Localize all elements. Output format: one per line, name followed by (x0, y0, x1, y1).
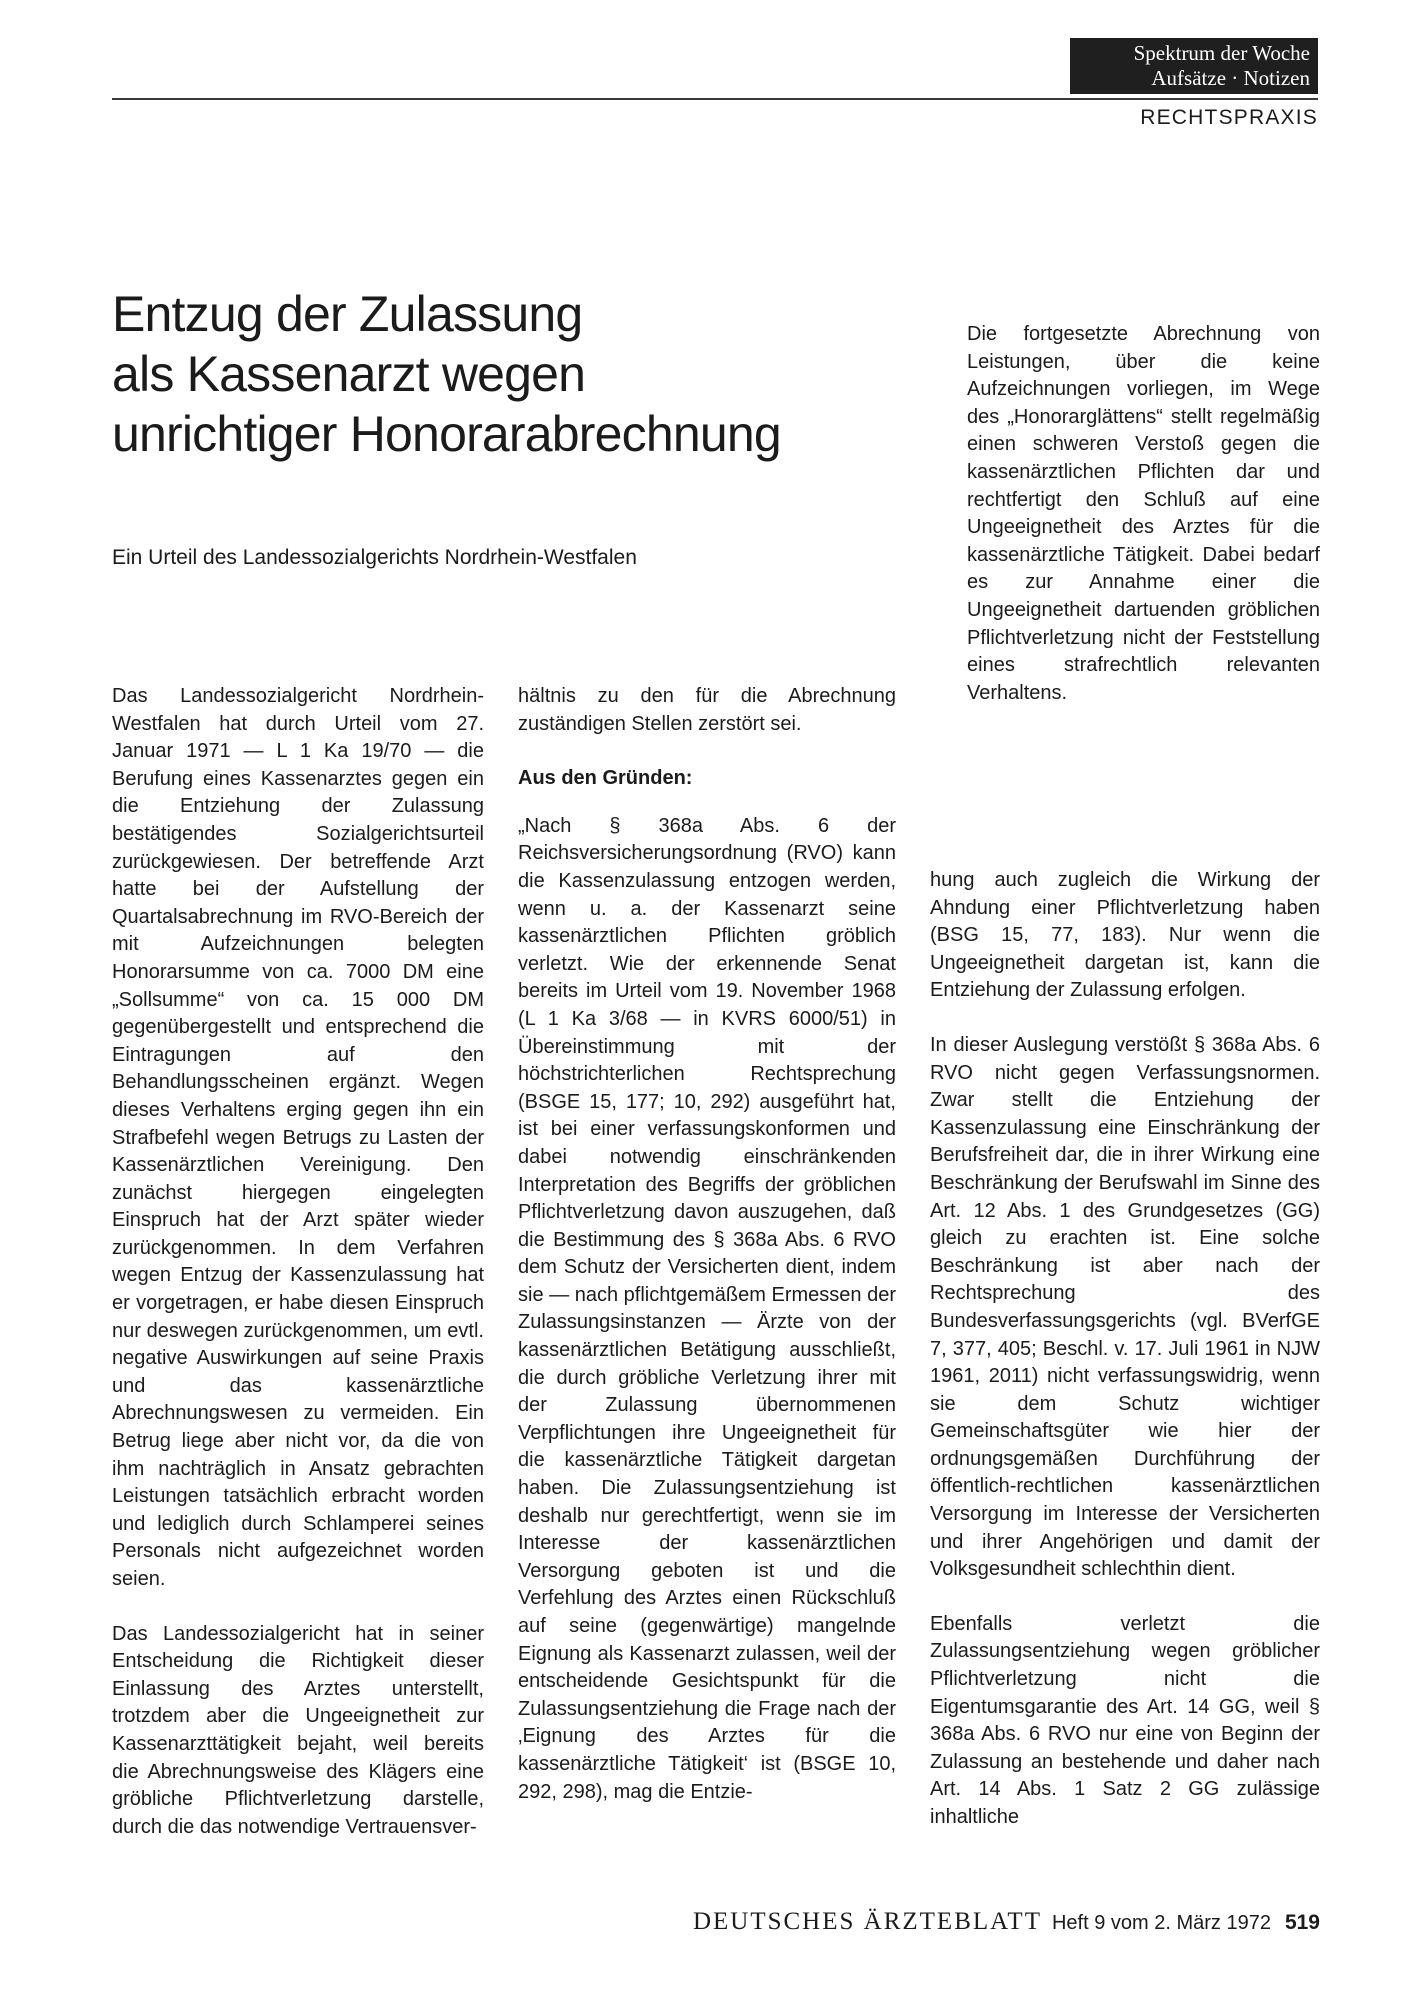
section-badge-line-1: Spektrum der Woche (1133, 41, 1310, 65)
section-badge (1070, 38, 1318, 94)
section-heading: Aus den Gründen: (518, 767, 693, 790)
header-rule (112, 98, 1318, 100)
title-line-2: als Kassenarzt wegen (112, 346, 586, 402)
page-number: 519 (1284, 1911, 1320, 1934)
page-footer (600, 1908, 1320, 1936)
summary-box (967, 321, 1320, 707)
paragraph: Ebenfalls verletzt die Zulassungsentziehung wegen gröblicher Pflichtverletzung nicht die Eigentumsgarantie des Art. 14 GG, weil § 368a Abs. 6 RVO nur eine von Beginn der Zulassung an bestehende und daher nach Art. 14 Abs. 1 Satz 2 GG zulässige inhaltliche (930, 1612, 1320, 1828)
summary-text: Die fortgesetzte Abrechnung von Leistungen, über die keine Aufzeichnungen vorliegen, im Wege des „Honorarglättens“ stellt regelmäßig einen schweren Verstoß gegen die kassenärztlichen Pflichten dar und rechtfertigt den Schluß auf eine Ungeeignetheit des Arztes für die kassenärztliche Tätigkeit. Dabei bedarf es zur Annahme einer die Ungeeignetheit dartuenden gröblichen Pflichtverletzung nicht der Feststellung eines strafrechtlich relevanten Verhaltens. (967, 323, 1320, 704)
article-title (112, 284, 912, 464)
title-line-1: Entzug der Zulassung (112, 286, 583, 342)
title-line-3: unrichtiger Honorarabrechnung (112, 406, 781, 462)
journal-name: DEUTSCHES ÄRZTEBLATT (692, 1908, 1042, 1935)
paragraph: In dieser Auslegung verstößt § 368a Abs. 6 RVO nicht gegen Verfassungsnormen. Zwar stellt die Entziehung der Kassenzulassung eine Einschränkung der Berufsfreiheit dar, die in ihrer Wirkung eine Beschränkung der Berufswahl im Sinne des Art. 12 Abs. 1 des Grundgesetzes (GG) gleich zu erachten ist. Eine solche Beschränkung ist aber nach der Rechtsprechung des Bundesverfassungsgerichts (vgl. BVerfGE 7, 377, 405; Beschl. v. 17. Juli 1961 in NJW 1961, 2011) nicht verfassungswidrig, wenn sie dem Schutz wichtiger Gemeinschaftsgüter wie hier der ordnungsgemäßen Durchführung der öffentlich-rechtlichen kassenärztlichen Versorgung im Interesse der Versicherten und ihrer Angehörigen und damit der Volksgesundheit schlechthin dient. (930, 1033, 1320, 1581)
column-1 (112, 683, 484, 1841)
paragraph: „Nach § 368a Abs. 6 der Reichsversicherungsordnung (RVO) kann die Kassenzulassung entzogen werden, wenn u. a. der Kassenarzt seine kassenärztlichen Pflichten gröblich verletzt. Wie der erkennende Senat bereits im Urteil vom 19. November 1968 (L 1 Ka 3/68 — in KVRS 6000/51) in Übereinstimmung mit der höchstrichterlichen Rechtsprechung (BSGE 15, 177; 10, 292) ausgeführt hat, ist bei einer verfassungskonformen und dabei notwendig einschränkenden Interpretation des Begriffs der gröblichen Pflichtverletzung davon auszugehen, daß die Bestimmung des § 368a Abs. 6 RVO dem Schutz der Versicherten dient, indem sie — nach pflichtgemäßem Ermessen der Zulassungsinstanzen — Ärzte von der kassenärztlichen Betätigung ausschließt, die durch gröbliche Verletzung ihrer mit der Zulassung übernommenen Verpflichtungen ihre Ungeeignetheit für die kassenärztliche Tätigkeit dargetan haben. Die Zulassungsentziehung ist deshalb nur gerechtfertigt, wenn sie im Interesse der kassenärztlichen Versorgung geboten ist und die Verfehlung des Arztes einen Rückschluß auf seine (gegenwärtige) mangelnde Eignung als Kassenarzt zulassen, weil der entscheidende Gesichtspunkt für die Zulassungsentziehung die Frage nach der ‚Eignung des Arztes für die kassenärztliche Tätigkeit‘ ist (BSGE 10, 292, 298), mag die Entzie- (518, 814, 896, 1803)
article-subtitle: Ein Urteil des Landessozialgerichts Nordrhein-Westfalen (112, 546, 637, 569)
paragraph: hältnis zu den für die Abrechnung zuständigen Stellen zerstört sei. (518, 685, 896, 735)
section-badge-line-2: Aufsätze · Notizen (1151, 66, 1310, 90)
paragraph: hung auch zugleich die Wirkung der Ahndung einer Pflichtverletzung haben (BSG 15, 77, 183). Nur wenn die Ungeeignetheit dargetan ist, kann die Entziehung der Zulassung erfolgen. (930, 869, 1320, 1002)
column-3 (930, 867, 1320, 1832)
issue-info: Heft 9 vom 2. März 1972 (1051, 1912, 1271, 1934)
column-2 (518, 683, 896, 1806)
paragraph: Das Landessozialgericht hat in seiner Entscheidung die Richtigkeit dieser Einlassung des Arztes unterstellt, trotzdem aber die Ungeeignetheit zur Kassenarzttätigkeit bejaht, weil bereits die Abrechnungsweise des Klägers eine gröbliche Pflichtverletzung darstelle, durch die das notwendige Vertrauensver- (112, 1622, 484, 1838)
paragraph: Das Landessozialgericht Nordrhein-Westfalen hat durch Urteil vom 27. Januar 1971 — L 1 Ka 19/70 — die Berufung eines Kassenarztes gegen ein die Entziehung der Zulassung bestätigendes Sozialgerichtsurteil zurückgewiesen. Der betreffende Arzt hatte bei der Aufstellung der Quartalsabrechnung im RVO-Bereich der mit Aufzeichnungen belegten Honorarsumme von ca. 7000 DM eine „Sollsumme“ von ca. 15 000 DM gegenübergestellt und entsprechend die Eintragungen auf den Behandlungsscheinen ergänzt. Wegen dieses Verhaltens erging gegen ihn ein Strafbefehl wegen Betrugs zu Lasten der Kassenärztlichen Vereinigung. Den zunächst hiergegen eingelegten Einspruch hat der Arzt später wieder zurückgenommen. In dem Verfahren wegen Entzug der Kassenzulassung hat er vorgetragen, er habe diesen Einspruch nur deswegen zurückgenommen, um evtl. negative Auswirkungen auf seine Praxis und das kassenärztliche Abrechnungswesen zu vermeiden. Ein Betrug liege aber nicht vor, da die von ihm nachträglich in Ansatz gebrachten Leistungen tatsächlich erbracht worden und lediglich durch Schlamperei seines Personals nicht aufgezeichnet worden seien. (112, 685, 484, 1590)
rubric-label: RECHTSPRAXIS (1140, 106, 1318, 129)
